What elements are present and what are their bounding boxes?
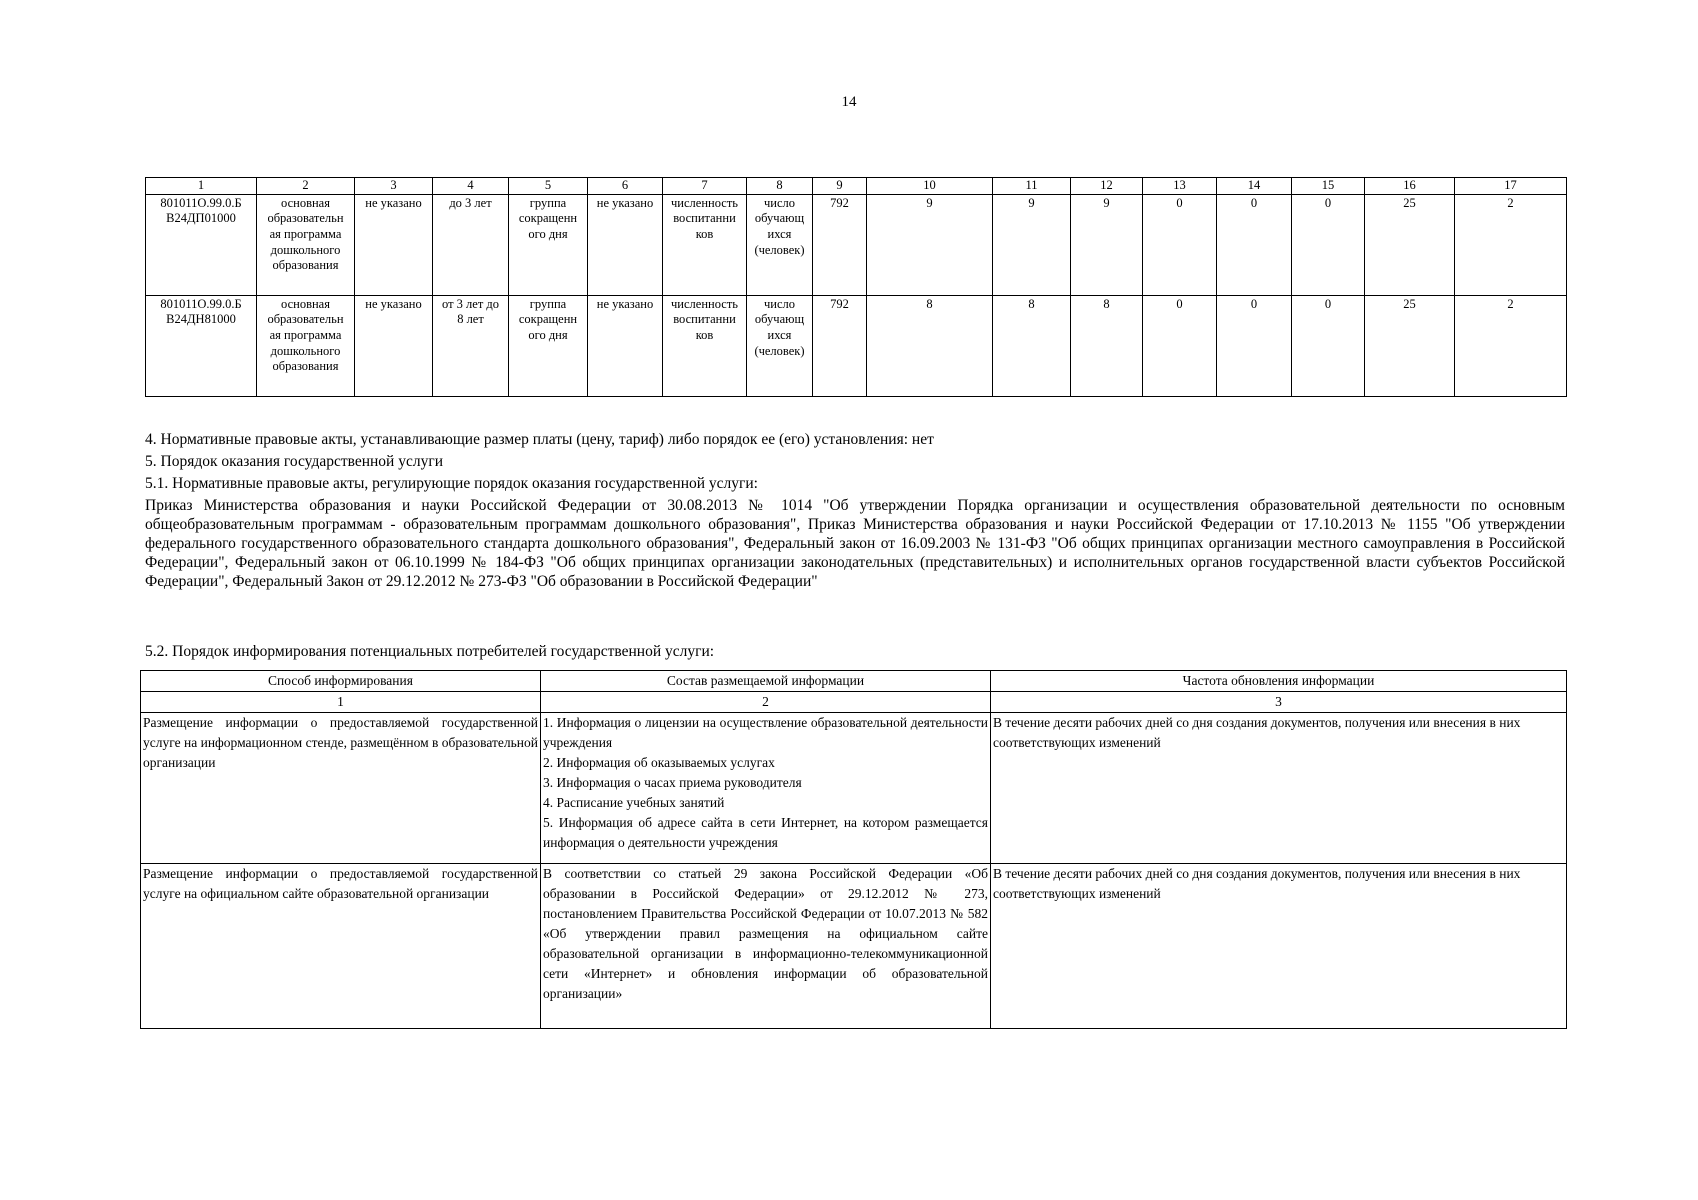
method-cell: Размещение информации о предоставляемой государственной услуге на официальном сайте образовательной организации [141,864,541,1029]
paragraph-4: 4. Нормативные правовые акты, устанавливающие размер платы (цену, тариф) либо порядок ее (его) установления: нет [145,431,934,448]
table-cell: не указано [355,194,433,295]
column-number: 8 [747,178,813,195]
table-cell: не указано [355,295,433,396]
table-cell: группа сокращенн ого дня [509,194,588,295]
column-number: 14 [1217,178,1292,195]
column-number: 2 [257,178,355,195]
table-header-row [146,178,1567,195]
column-number: 7 [663,178,747,195]
column-number: 11 [993,178,1071,195]
table-cell: 801011О.99.0.Б В24ДП01000 [146,194,257,295]
table-cell: 0 [1292,194,1365,295]
table-header-row [141,671,1567,692]
table-cell: не указано [588,295,663,396]
frequency-cell: В течение десяти рабочих дней со дня создания документов, получения или внесения в них соответствующих изменений [991,713,1567,864]
text-block [145,430,1565,594]
table-row [141,713,1567,864]
column-number: 1 [146,178,257,195]
column-number: 10 [867,178,993,195]
list-item: 3. Информация о часах приема руководителя [543,775,802,790]
paragraph-5: 5. Порядок оказания государственной услуги [145,453,443,470]
method-cell: Размещение информации о предоставляемой государственной услуге на информационном стенде, размещённом в образовательной организации [141,713,541,864]
column-number: 4 [433,178,509,195]
table-cell: от 3 лет до 8 лет [433,295,509,396]
column-number: 1 [141,692,541,713]
column-number-row [141,692,1567,713]
table-cell: 0 [1143,295,1217,396]
table-cell: 8 [867,295,993,396]
table-cell: число обучающ ихся (человек) [747,194,813,295]
table-cell: основная образовательн ая программа дошкольного образования [257,295,355,396]
table-cell: 9 [1071,194,1143,295]
table-cell: 8 [993,295,1071,396]
table-cell: основная образовательн ая программа дошкольного образования [257,194,355,295]
column-number: 12 [1071,178,1143,195]
table-cell: 0 [1217,295,1292,396]
paragraph-5-2: 5.2. Порядок информирования потенциальных потребителей государственной услуги: [145,643,715,660]
column-header: Состав размещаемой информации [541,671,991,692]
page-number: 14 [841,94,857,110]
content-cell [541,713,991,864]
column-number: 15 [1292,178,1365,195]
table-cell: 0 [1143,194,1217,295]
legal-acts-paragraph: Приказ Министерства образования и науки Российской Федерации от 30.08.2013 № 1014 "Об утверждении Порядка организации и осуществления образовательной деятельности по основным общеобразовательным программам - образовательным программам дошкольного образования", Приказ Министерства образования и науки Российской Федерации от 17.10.2013 № 1155 "Об утверждении федерального государственного образовательного стандарта дошкольного образования", Федеральный закон от 16.09.2003 № 131-ФЗ "Об общих принципах организации местного самоуправления в Российской Федерации", Федеральный закон от 06.10.1999 № 184-ФЗ "Об общих принципах организации законодательных (представительных) и исполнительных органов государственной власти субъектов Российской Федерации", Федеральный Закон от 29.12.2012 № 273-ФЗ "Об образовании в Российской Федерации" [145,497,1565,590]
column-number: 16 [1365,178,1455,195]
column-number: 2 [541,692,991,713]
content-cell: В соответствии со статьей 29 закона Российской Федерации «Об образовании в Российской Федерации» от 29.12.2012 № 273, постановлением Правительства Российской Федерации от 10.07.2013 № 582 «Об утверждении правил размещения на официальном сайте образовательной организации в информационно-телекоммуникационной сети «Интернет» и обновления информации об образовательной организации» [541,864,991,1029]
column-number: 3 [355,178,433,195]
paragraph-5-1: 5.1. Нормативные правовые акты, регулирующие порядок оказания государственной услуги: [145,475,758,492]
indicators-table [145,177,1567,397]
table-row [146,194,1567,295]
table-cell: 8 [1071,295,1143,396]
table-cell: 792 [813,295,867,396]
table-cell: 2 [1455,194,1567,295]
table-cell: группа сокращенн ого дня [509,295,588,396]
table-cell: 792 [813,194,867,295]
table-cell: численность воспитанни ков [663,194,747,295]
column-number: 9 [813,178,867,195]
table-cell: 801011О.99.0.Б В24ДН81000 [146,295,257,396]
column-number: 17 [1455,178,1567,195]
frequency-cell: В течение десяти рабочих дней со дня создания документов, получения или внесения в них соответствующих изменений [991,864,1567,1029]
column-header: Частота обновления информации [991,671,1567,692]
table-row [146,295,1567,396]
table-cell: 25 [1365,295,1455,396]
table-cell: 0 [1292,295,1365,396]
table-cell: не указано [588,194,663,295]
column-number: 6 [588,178,663,195]
list-item: 1. Информация о лицензии на осуществление образовательной деятельности учреждения [543,715,988,750]
table-cell: численность воспитанни ков [663,295,747,396]
table-cell: 9 [993,194,1071,295]
list-item: 5. Информация об адресе сайта в сети Интернет, на котором размещается информация о деятельности учреждения [543,815,988,850]
informing-table [140,670,1567,1029]
table-cell: 2 [1455,295,1567,396]
column-number: 5 [509,178,588,195]
table-cell: число обучающ ихся (человек) [747,295,813,396]
table-cell: 25 [1365,194,1455,295]
table-row [141,864,1567,1029]
column-header: Способ информирования [141,671,541,692]
column-number: 13 [1143,178,1217,195]
list-item: 2. Информация об оказываемых услугах [543,755,775,770]
list-item: 4. Расписание учебных занятий [543,795,725,810]
table-cell: до 3 лет [433,194,509,295]
table-cell: 0 [1217,194,1292,295]
table-cell: 9 [867,194,993,295]
column-number: 3 [991,692,1567,713]
